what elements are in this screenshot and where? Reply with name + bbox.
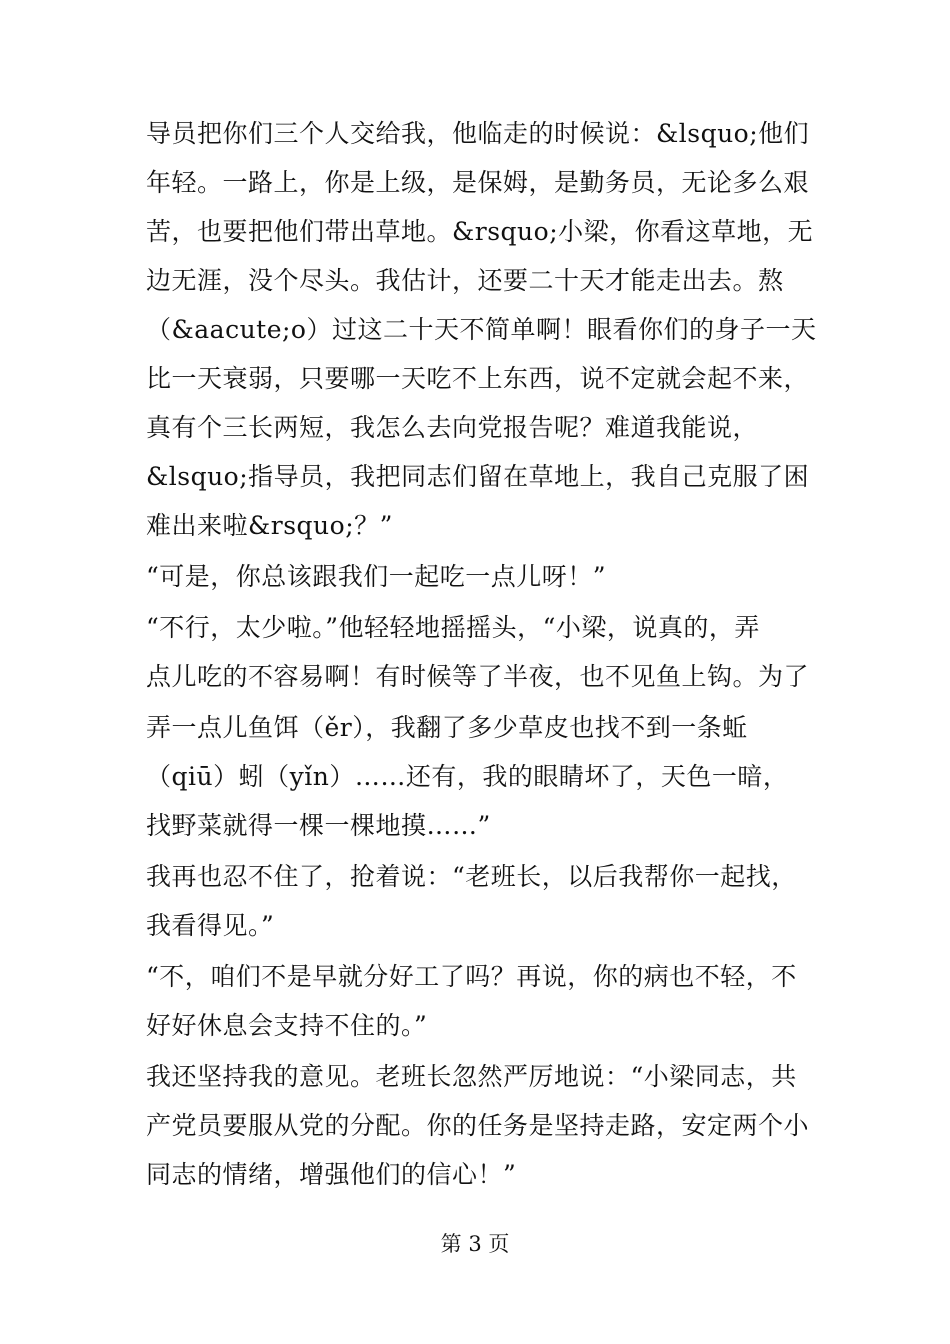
text-line: 弄一点儿鱼饵（ěr），我翻了多少草皮也找不到一条蚯 [146, 713, 748, 742]
text-line: &lsquo;指导员，我把同志们留在草地上，我自己克服了困 [146, 462, 810, 491]
text-line: 我再也忍不住了，抢着说：“老班长，以后我帮你一起找， [146, 862, 797, 891]
text-line: 好好休息会支持不住的。” [146, 1011, 428, 1040]
text-line: 我看得见。” [146, 911, 275, 940]
text-line: 点儿吃的不容易啊！有时候等了半夜，也不见鱼上钩。为了 [146, 662, 810, 691]
text-line: 比一天衰弱，只要哪一天吃不上东西，说不定就会起不来， [146, 364, 810, 393]
text-line: 真有个三长两短，我怎么去向党报告呢？难道我能说， [146, 413, 759, 442]
text-line: 难出来啦&rsquo;？” [146, 511, 393, 540]
text-line: 我还坚持我的意见。老班长忽然严厉地说：“小梁同志，共 [146, 1062, 797, 1091]
text-line: 找野菜就得一棵一棵地摸……” [146, 811, 491, 840]
text-line: 边无涯，没个尽头。我估计，还要二十天才能走出去。熬 [146, 266, 784, 295]
text-line: “不，咱们不是早就分好工了吗？再说，你的病也不轻，不 [146, 962, 797, 991]
text-line: 苦，也要把他们带出草地。&rsquo;小梁，你看这草地，无 [146, 217, 814, 246]
page-number: 第 3 页 [440, 1232, 510, 1256]
text-line: 同志的情绪，增强他们的信心！” [146, 1160, 517, 1189]
text-line: “可是，你总该跟我们一起吃一点儿呀！” [146, 562, 607, 591]
text-line: （qiū）蚓（yǐn）……还有，我的眼睛坏了，天色一暗， [146, 762, 789, 791]
text-line: 导员把你们三个人交给我，他临走的时候说：&lsquo;他们 [146, 119, 810, 148]
text-line: （&aacute;o）过这二十天不简单啊！眼看你们的身子一天 [146, 315, 816, 344]
text-line: 产党员要服从党的分配。你的任务是坚持走路，安定两个小 [146, 1111, 810, 1140]
text-line: 年轻。一路上，你是上级，是保姆，是勤务员，无论多么艰 [146, 168, 810, 197]
text-line: “不行，太少啦。”他轻轻地摇摇头，“小梁，说真的，弄 [146, 613, 760, 642]
